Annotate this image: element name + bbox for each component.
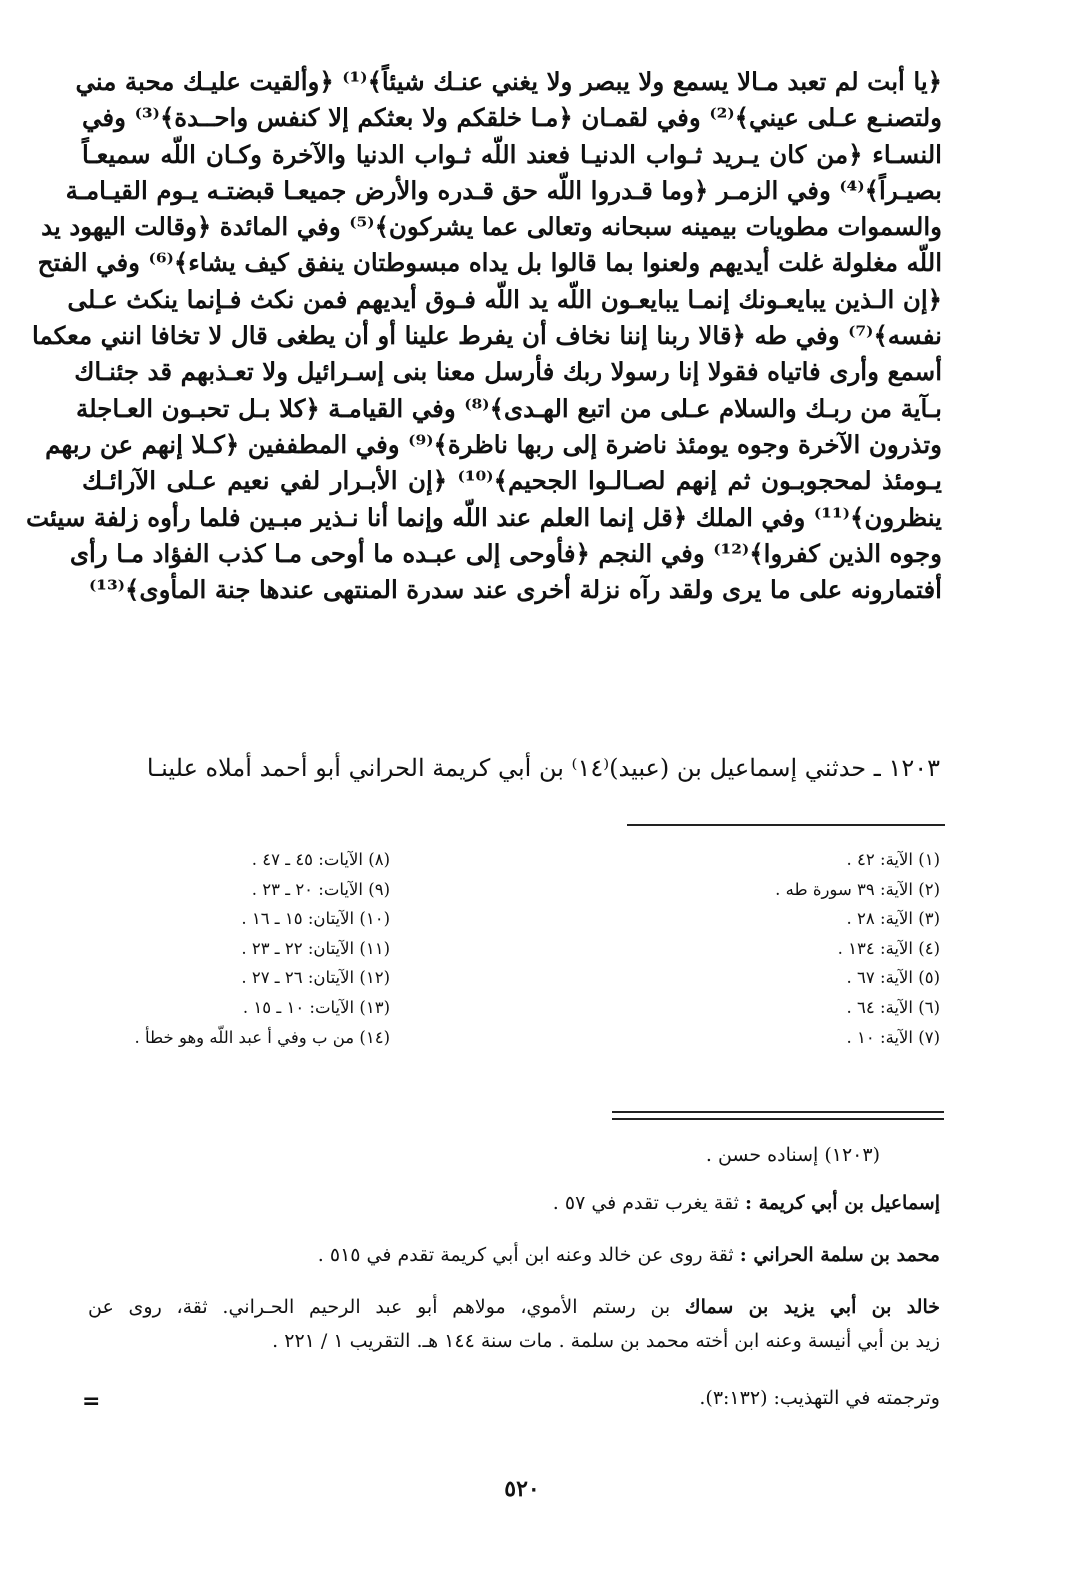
footnote-item: (١١) الآيتان: ٢٢ ـ ٢٣ .	[241, 938, 390, 958]
main-text-line: وجوه الذين كفروا﴾⁽¹²⁾ وفي النجم ﴿فأوحى إلى عبـده ما أوحى مـا كذب الفؤاد مـا رأى	[69, 538, 942, 568]
footnote-item: (٥) الآية: ٦٧ .	[846, 968, 940, 988]
note-narrator	[318, 1244, 940, 1266]
main-text-line: بصيـراً﴾⁽⁴⁾ وفي الزمـر ﴿وما قـدروا اللّه حق قـدره والأرض جميعـا قبضتـه يـوم القيـامـة	[65, 175, 942, 205]
note-narrator	[88, 1296, 940, 1318]
footnote-item: (١٢) الآيتان: ٢٦ ـ ٢٧ .	[241, 968, 390, 988]
main-text-block	[25, 64, 943, 608]
page-number: ٥٢٠	[504, 1476, 540, 1502]
notes-separator-double-rule	[612, 1111, 944, 1120]
footnote-item: (١) الآية: ٤٢ .	[846, 850, 940, 869]
footnote-item: (٦) الآية: ٦٤ .	[846, 997, 940, 1017]
main-text-line: ينظرون﴾⁽¹¹⁾ وفي الملك ﴿قل إنما العلم عند اللّه وإنما أنا نـذير مبـين فلما رأوه زلفة سيئت	[25, 502, 942, 532]
note-reference: وترجمته في التهذيب: (٣:١٣٢).	[699, 1387, 940, 1409]
note-narrator	[553, 1192, 940, 1214]
footnote-item: (٣) الآية: ٢٨ .	[846, 909, 940, 929]
footnote-item: (٨) الآيات: ٤٥ ـ ٤٧ .	[251, 850, 390, 869]
narrator-info: بن رستم الأموي، مولاهم أبو عبد الرحيم الحـراني. ثقة، روى عن	[88, 1296, 685, 1318]
main-text-line: بـآية من ربـك والسلام عـلى من اتبع الهـدى﴾⁽⁸⁾ وفي القيامـة ﴿كلا بـل تحبـون العـاجلة	[75, 393, 942, 423]
main-text-line: أسمع وأرى فاتياه فقولا إنا رسولا ربك فأرسل معنا بنى إسـرائيل ولا تعـذبهم قد جئنـاك	[74, 357, 942, 387]
narrator-info: ثقة يغرب تقدم في ٥٧ .	[552, 1192, 745, 1214]
footnote-item: (١٤) من ب وفي أ عبد اللّه وهو خطأ .	[134, 1027, 390, 1047]
main-text-line: أفتمارونه على ما يرى ولقد رآه نزلة أخرى عند سدرة المنتهى عندها جنة المأوى﴾⁽¹³⁾	[88, 575, 942, 605]
narrator-info: ثقة روى عن خالد وعنه ابن أبي كريمة تقدم في ٥١٥ .	[317, 1244, 740, 1266]
main-text-line: والسموات مطويات بيمينه سبحانه وتعالى عما يشركون﴾⁽⁵⁾ وفي المائدة ﴿وقالت اليهود يد	[41, 212, 942, 242]
main-text-line: يـومئذ لمحجوبـون ثم إنهم لصـالـوا الجحيم﴾⁽¹⁰⁾ ﴿إن الأبـرار لفي نعيم عـلى الآرائـك	[82, 466, 942, 496]
footnote-item: (١٠) الآيتان: ١٥ ـ ١٦ .	[241, 909, 390, 929]
footnote-item: (٩) الآيات: ٢٠ ـ ٢٣ .	[251, 879, 390, 899]
hadith-isnad-line: ١٢٠٣ ـ حدثني إسماعيل بن (عبيد)⁽١٤⁾ بن أبي كريمة الحراني أبو أحمد أملاه علينـا	[146, 754, 940, 782]
narrator-name: محمد بن سلمة الحراني :	[739, 1244, 940, 1266]
narrator-name: إسماعيل بن أبي كريمة :	[744, 1192, 940, 1214]
main-text-line: وتذرون الآخرة وجوه يومئذ ناضرة إلى ربها ناظرة﴾⁽⁹⁾ وفي المطففين ﴿كـلا إنهم عن ربهم	[45, 429, 942, 459]
main-text-line: ﴿يا أبت لم تعبد مـالا يسمع ولا يبصر ولا يغني عنـك شيئاً﴾⁽¹⁾ ﴿وألقيت عليـك محبة مني	[75, 67, 942, 96]
footnotes-left-column	[100, 845, 390, 1052]
footnote-item: (٤) الآية: ١٣٤ .	[837, 938, 940, 958]
note-isnad-grade: (١٢٠٣) إسناده حسن .	[705, 1144, 880, 1166]
footnote-item: (٢) الآية: ٣٩ سورة طه .	[775, 879, 940, 899]
footnote-separator-rule	[627, 824, 945, 826]
footnotes-right-column	[640, 845, 940, 1052]
main-text-line: اللّه مغلولة غلت أيديهم ولعنوا بما قالوا بل يداه مبسوطتان ينفق كيف يشاء﴾⁽⁶⁾ وفي الفتح	[37, 248, 942, 278]
main-text-line: نفسه﴾⁽⁷⁾ وفي طه ﴿قالا ربنا إننا نخاف أن يفرط علينا أو أن يطغى قال لا تخافا انني معكما	[31, 321, 942, 351]
footnote-item: (٧) الآية: ١٠ .	[846, 1027, 940, 1047]
note-narrator-continued: زيد بن أبي أنيسة وعنه ابن أخته محمد بن سلمة . مات سنة ١٤٤ هـ. التقريب ١ / ٢٢١ .	[272, 1330, 940, 1352]
main-text-line: النسـاء ﴿من كان يـريد ثـواب الدنيـا فعند اللّه ثـواب الدنيا والآخرة وكـان اللّه سميعـاً	[82, 139, 942, 169]
continuation-mark: =	[82, 1389, 101, 1414]
footnote-item: (١٣) الآيات: ١٠ ـ ١٥ .	[242, 997, 390, 1017]
main-text-line: ﴿إن الـذين يبايعـونك إنمـا يبايعـون اللّه يد اللّه فـوق أيديهم فمن نكث فـإنما ينكث عـلى	[67, 284, 942, 314]
narrator-name: خالد بن أبي يزيد بن سماك	[684, 1296, 940, 1318]
main-text-line: ولتصنـع عـلى عيني﴾⁽²⁾ وفي لقمـان ﴿مـا خلقكم ولا بعثكم إلا كنفس واحــدة﴾⁽³⁾ وفي	[82, 103, 943, 133]
